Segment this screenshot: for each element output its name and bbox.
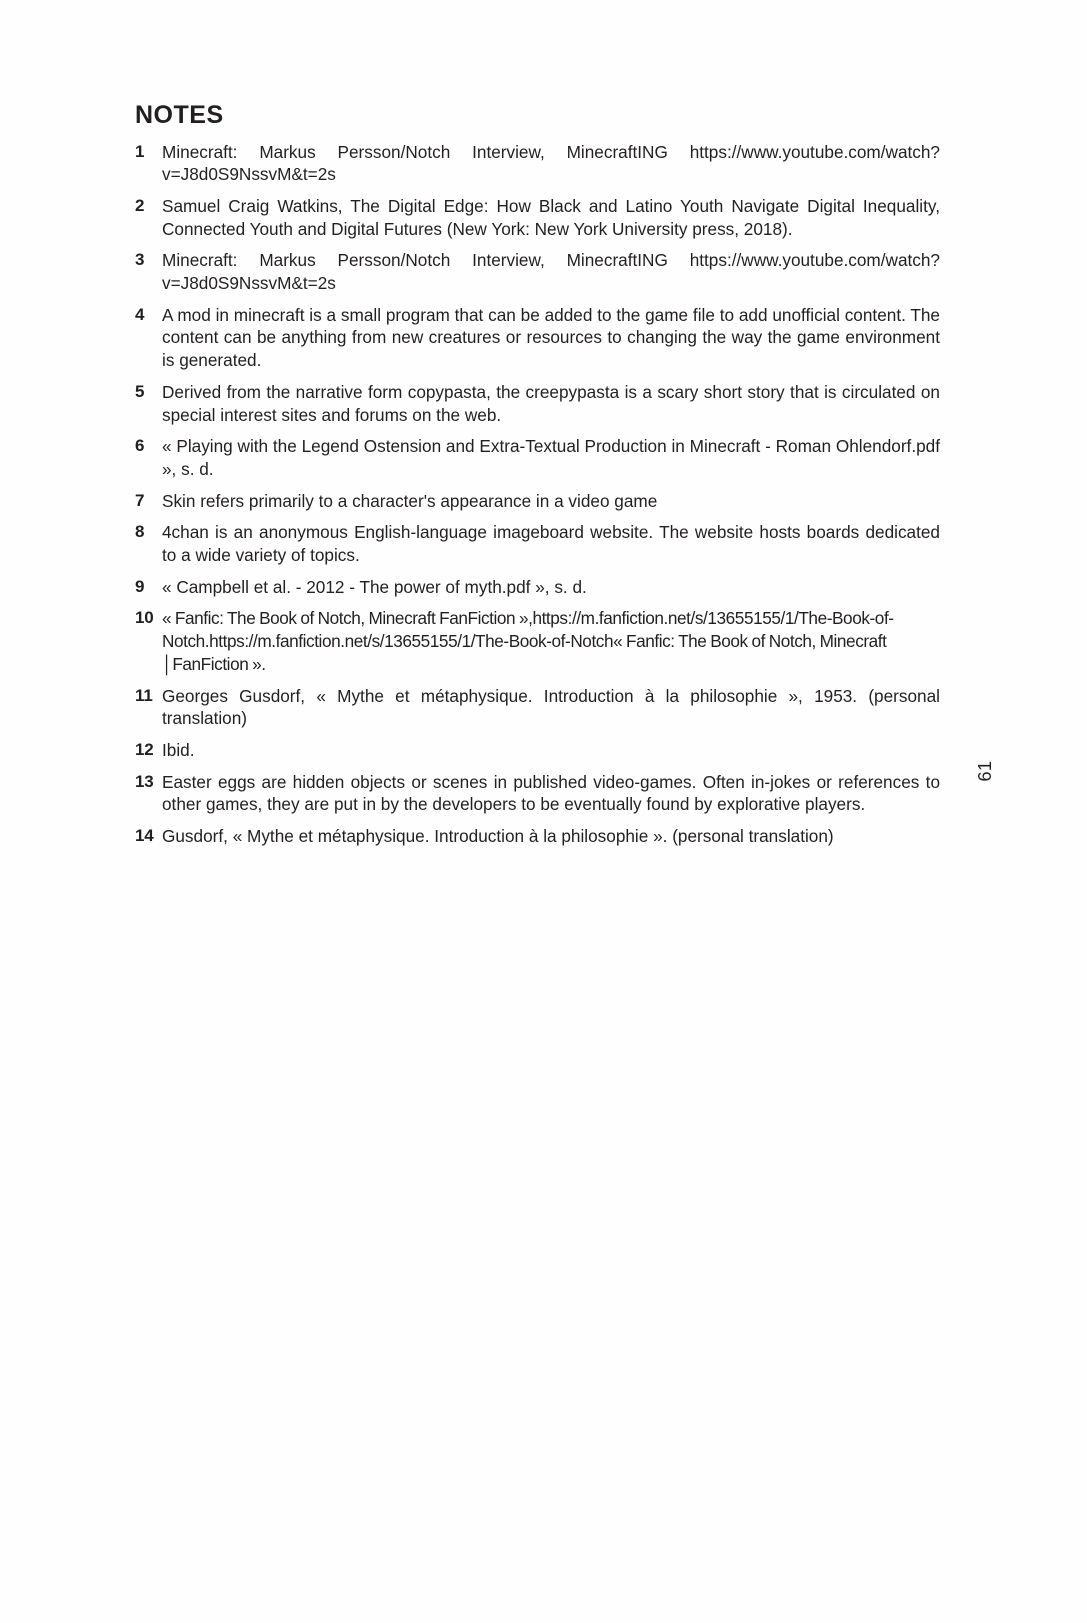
note-text: « Playing with the Legend Ostension and Extra-Textual Production in Minecraft - Roman Ohlendorf.pdf », s. d. [162, 436, 940, 479]
note-number: 7 [135, 490, 145, 510]
note-text: « Fanfic: The Book of Notch, Minecraft FanFiction »,https://m.fanfiction.net/s/13655155/1/The-Book-of-Notch.https://m.fanfiction.net/s/13655155/1/The-Book-of-Notch« Fanfic: The Book of Notch, Minecraft │FanFiction ». [162, 608, 894, 674]
note-text: Easter eggs are hidden objects or scenes in published video-games. Often in-jokes or references to other games, they are put in by the developers to be eventually found by explorative players. [162, 771, 940, 815]
note-text: Skin refers primarily to a character's appearance in a video game [162, 490, 658, 511]
notes-section [135, 102, 940, 857]
note-item [135, 141, 940, 186]
note-item [135, 607, 940, 675]
note-number: 5 [135, 381, 145, 401]
note-item [135, 304, 940, 372]
note-text: Gusdorf, « Mythe et métaphysique. Introduction à la philosophie ». (personal translation) [162, 826, 834, 847]
note-number: 14 [135, 826, 154, 846]
note-number: 11 [135, 685, 153, 705]
note-text: Ibid. [162, 739, 195, 760]
note-number: 13 [135, 771, 154, 791]
note-text: « Campbell et al. ‑ 2012 ‑ The power of myth.pdf », s. d. [162, 576, 587, 597]
note-item [135, 435, 940, 480]
note-item [135, 490, 940, 513]
note-item [135, 521, 940, 566]
note-text: 4chan is an anonymous English-language imageboard website. The website hosts boards dedicated to a wide variety of topics. [162, 522, 940, 566]
note-number: 3 [135, 250, 145, 270]
note-number: 8 [135, 522, 145, 542]
note-number: 2 [135, 195, 145, 215]
note-number: 10 [135, 608, 154, 628]
note-text: Minecraft: Markus Persson/Notch Interview, MinecraftING https://www.youtube.com/watch?v=J8d0S9NssvM&t=2s [162, 141, 940, 185]
note-item [135, 771, 940, 816]
note-item [135, 249, 940, 294]
note-number: 12 [135, 739, 154, 759]
note-number: 9 [135, 576, 145, 596]
note-text: Samuel Craig Watkins, The Digital Edge: How Black and Latino Youth Navigate Digital Inequality, Connected Youth and Digital Futures (New York: New York University press, 2018). [162, 195, 940, 239]
note-text: A mod in minecraft is a small program that can be added to the game file to add unofficial content. The content can be anything from new creatures or resources to changing the way the game environment is generated. [162, 304, 940, 371]
note-item [135, 825, 940, 848]
note-item [135, 195, 940, 240]
page-number-value: 61 [975, 760, 995, 782]
note-text: Georges Gusdorf, « Mythe et métaphysique. Introduction à la philosophie », 1953. (personal translation) [162, 685, 940, 729]
note-number: 4 [135, 304, 145, 324]
note-number: 6 [135, 436, 145, 456]
note-item [135, 739, 940, 762]
note-item [135, 685, 940, 730]
page-title: NOTES [135, 101, 224, 129]
note-number: 1 [135, 141, 145, 161]
note-text: Minecraft: Markus Persson/Notch Interview, MinecraftING https://www.youtube.com/watch?v=J8d0S9NssvM&t=2s [162, 250, 940, 294]
notes-list [135, 141, 940, 848]
page-number [962, 748, 1008, 794]
note-item [135, 381, 940, 426]
note-text: Derived from the narrative form copypasta, the creepypasta is a scary short story that is circulated on special interest sites and forums on the web. [162, 381, 940, 425]
note-item [135, 576, 940, 599]
